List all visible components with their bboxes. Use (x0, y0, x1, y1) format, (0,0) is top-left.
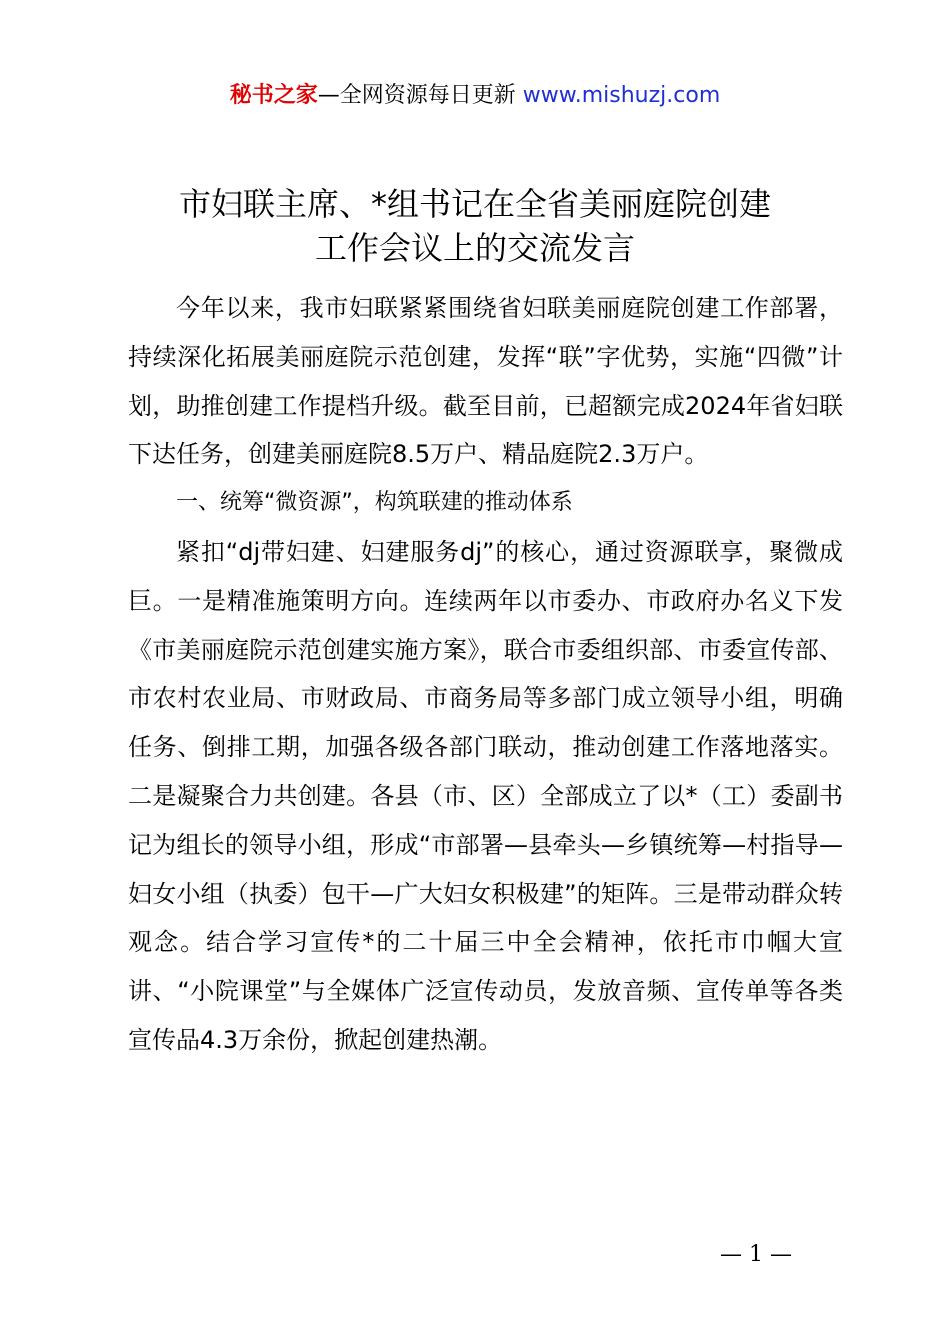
site-brand: 秘书之家 (229, 83, 318, 108)
page-number: — 1 — (720, 1242, 792, 1267)
section-heading-1: 一、统筹“微资源”，构筑联建的推动体系 (176, 490, 573, 516)
title-line-1: 市妇联主席、*组书记在全省美丽庭院创建 (178, 185, 771, 223)
intro-paragraph: 今年以来，我市妇联紧紧围绕省妇联美丽庭院创建工作部署，持续深化拓展美丽庭院示范创建，发挥“联”字优势，实施“四微”计划，助推创建工作提档升级。截至目前，已超额完成2024年省妇联下达任务，创建美丽庭院8.5万户、精品庭院2.3万户。 (128, 294, 843, 469)
title-line-2: 工作会议上的交流发言 (314, 229, 635, 267)
site-banner (0, 80, 950, 112)
site-url-link[interactable]: www.mishuzj.com (522, 83, 721, 108)
document-body (128, 284, 843, 1065)
site-tagline: —全网资源每日更新 (317, 83, 523, 108)
section-1-paragraph: 紧扣“dj带妇建、妇建服务dj”的核心，通过资源联享，聚微成巨。一是精准施策明方向。连续两年以市委办、市政府办名义下发《市美丽庭院示范创建实施方案》，联合市委组织部、市委宣传部、市农村农业局、市财政局、市商务局等多部门成立领导小组，明确任务、倒排工期，加强各级各部门联动，推动创建工作落地落实。二是凝聚合力共创建。各县（市、区）全部成立了以*（工）委副书记为组长的领导小组，形成“市部署—县牵头—乡镇统筹—村指导—妇女小组（执委）包干—广大妇女积极建”的矩阵。三是带动群众转观念。结合学习宣传*的二十届三中全会精神，依托市巾帼大宣讲、“小院课堂”与全媒体广泛宣传动员，发放音频、宣传单等各类宣传品4.3万余份，掀起创建热潮。 (128, 537, 843, 1054)
document-title (0, 182, 950, 270)
